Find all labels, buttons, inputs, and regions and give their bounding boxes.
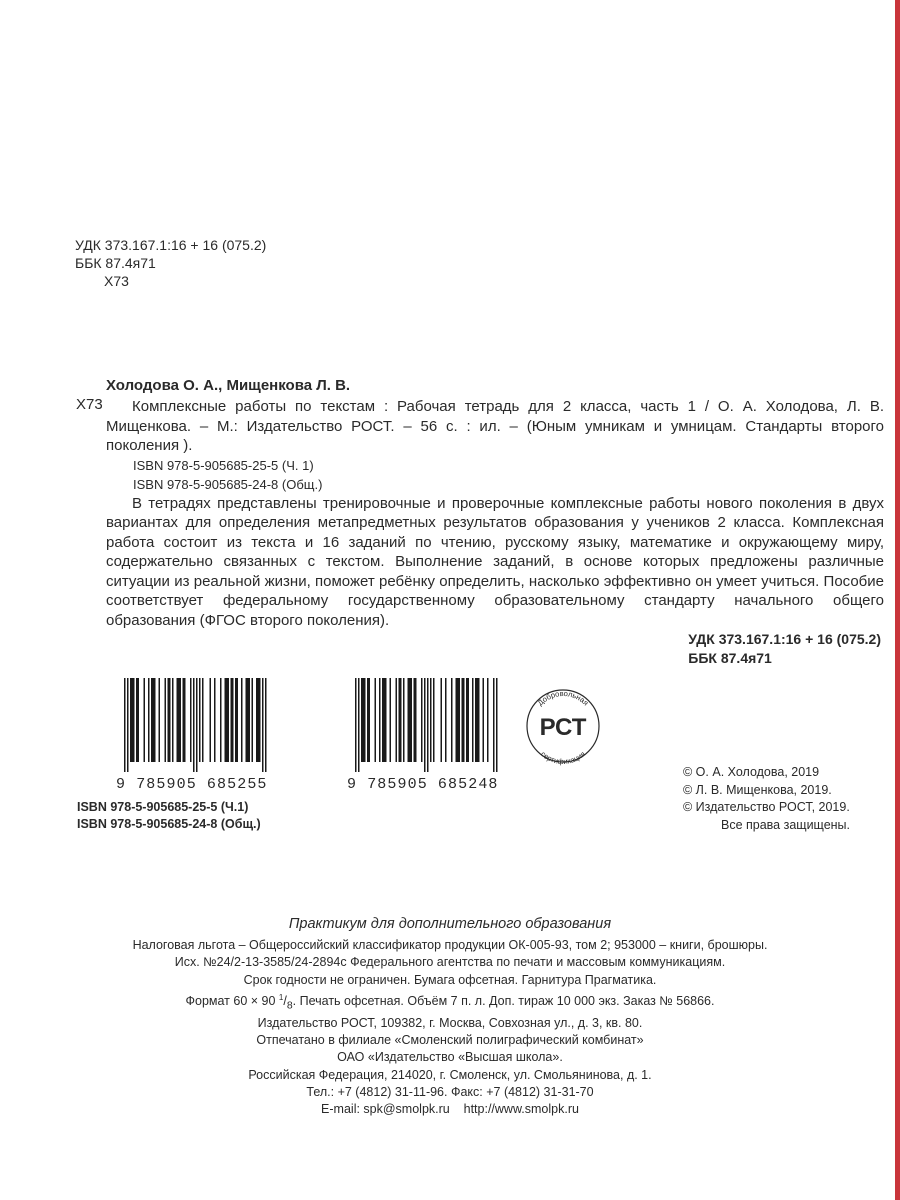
- svg-text:Добровольная: [536, 689, 591, 708]
- imprint-printer-parent: ОАО «Издательство «Высшая школа».: [337, 1050, 563, 1065]
- barcode-bar: [214, 678, 216, 762]
- rights-reserved: Все права защищены.: [721, 817, 851, 832]
- barcode-bar: [427, 678, 429, 772]
- barcode-bar: [367, 678, 369, 762]
- barcode-bar: [355, 678, 357, 772]
- barcode-bar: [457, 678, 459, 762]
- barcode-bar: [411, 678, 413, 762]
- imprint-block: [0, 913, 900, 1119]
- barcode-bar: [151, 678, 153, 762]
- barcode-bar: [177, 678, 179, 762]
- svg-text:сертификация: [539, 749, 587, 766]
- series-title: Практикум для дополнительного образования: [288, 916, 612, 932]
- barcode-bar: [154, 678, 156, 762]
- barcode-bar: [252, 678, 254, 762]
- barcode-bar: [178, 678, 180, 762]
- isbn-bold-total: ISBN 978-5-905685-24-8 (Общ.): [77, 817, 261, 831]
- barcode-bar: [468, 678, 470, 762]
- barcode-bar: [462, 678, 464, 762]
- barcode-bar: [475, 678, 477, 762]
- barcode-bar: [487, 678, 489, 762]
- barcode-bar: [430, 678, 432, 762]
- cert-text-bottom: сертификация: [539, 749, 587, 766]
- barcode-bar: [232, 678, 234, 762]
- imprint-printer: Отпечатано в филиале «Смоленский полиграфический комбинат»: [256, 1033, 644, 1048]
- barcode-total: [347, 678, 500, 793]
- barcode-bar: [247, 678, 249, 762]
- barcode-bar: [399, 678, 401, 762]
- barcode-bar: [363, 678, 365, 762]
- classification-bottom: [688, 630, 881, 668]
- barcode-bar: [259, 678, 261, 762]
- barcode-bar: [445, 678, 447, 762]
- barcode-bar: [459, 678, 461, 762]
- barcode-bar: [196, 678, 198, 772]
- barcode-bar: [183, 678, 185, 762]
- bbk-code-bottom: ББК 87.4я71: [688, 650, 772, 666]
- bbk-code: ББК 87.4я71: [75, 255, 156, 271]
- title-paragraph: Комплексные работы по текстам : Рабочая тетрадь для 2 класса, часть 1 / О. А. Холодова, Л. В. Мищенкова. – М.: Издательство РОСТ. – 56 с. : ил. – (Юным умникам и умницам. Стандарты второго поколения ).: [106, 398, 884, 454]
- barcode-bar: [456, 678, 458, 762]
- barcode-bar: [451, 678, 453, 762]
- imprint-tax: Налоговая льгота – Общероссийский классификатор продукции ОК-005-93, том 2; 953000 – книги, брошюры.: [132, 938, 768, 952]
- barcode-bar: [369, 678, 371, 762]
- barcode-bar: [424, 678, 426, 772]
- barcode-bar: [184, 678, 186, 762]
- barcode-bar: [249, 678, 251, 762]
- barcode-bar: [466, 678, 468, 762]
- format-prefix: Формат 60 × 90: [185, 994, 276, 1009]
- barcode-bar: [225, 678, 227, 762]
- certification-mark: [523, 686, 603, 771]
- author-mark-record: Х73: [76, 396, 103, 413]
- barcode-bar: [202, 678, 204, 762]
- barcode-bar: [375, 678, 377, 762]
- barcode-bar: [210, 678, 212, 762]
- barcode-bar: [478, 678, 480, 762]
- barcode-bar: [408, 678, 410, 762]
- barcode-bar: [153, 678, 155, 762]
- imprint-contacts: E-mail: spk@smolpk.ru http://www.smolpk.ru: [321, 1102, 579, 1117]
- barcode-bar: [241, 678, 243, 762]
- barcode-bar: [415, 678, 417, 762]
- barcode-bar: [379, 678, 381, 762]
- barcode-bar: [231, 678, 233, 762]
- barcode-bar: [258, 678, 260, 762]
- imprint-printer-address: Российская Федерация, 214020, г. Смоленск, ул. Смольянинова, д. 1.: [248, 1067, 652, 1082]
- barcode-bar: [180, 678, 182, 762]
- barcode-bar: [237, 678, 239, 762]
- imprint-format: Формат 60 × 90 $^1/_8$. Печать офсетная. Объём 7 п. л. Доп. тираж 10 000 экз. Заказ № 56866.: [185, 992, 715, 1012]
- barcode-bar: [193, 678, 195, 772]
- barcode-bar: [148, 678, 150, 762]
- barcode-bar: [472, 678, 474, 762]
- isbn-bold-block: [77, 799, 261, 833]
- barcode-bar: [496, 678, 498, 772]
- barcode-bar: [220, 678, 222, 762]
- barcode-bar: [441, 678, 443, 762]
- barcode-bar: [265, 678, 267, 772]
- format-rest: . Печать офсетная. Объём 7 п. л. Доп. тираж 10 000 экз. Заказ № 56866.: [292, 994, 715, 1009]
- barcode-bar: [228, 678, 230, 762]
- barcode-bar: [133, 678, 135, 762]
- barcode-bar: [246, 678, 248, 762]
- rst-logo-icon: [523, 686, 603, 766]
- cert-mark-text: РСТ: [539, 714, 587, 741]
- barcode-bar: [385, 678, 387, 762]
- imprint-publisher: Издательство РОСТ, 109382, г. Москва, Совхозная ул., д. 3, кв. 80.: [257, 1015, 643, 1030]
- barcode-bar: [168, 678, 170, 762]
- barcode-bar: [400, 678, 402, 762]
- classification-block: [75, 236, 266, 290]
- udk-code: УДК 373.167.1:16 + 16 (075.2): [75, 237, 267, 253]
- format-denominator: 8: [286, 1000, 293, 1012]
- barcode-bar: [384, 678, 386, 762]
- barcode-bar: [390, 678, 392, 762]
- barcode-bar: [144, 678, 146, 762]
- isbn-part: ISBN 978-5-905685-25-5 (Ч. 1): [133, 457, 314, 473]
- barcode-bar: [138, 678, 140, 762]
- imprint-phone: Тел.: +7 (4812) 31-11-96. Факс: +7 (4812) 31-31-70: [306, 1085, 594, 1100]
- barcode-bar: [235, 678, 237, 762]
- author-mark: Х73: [104, 273, 129, 289]
- copyright-author-1: © О. А. Холодова, 2019: [683, 765, 820, 779]
- isbn-total: ISBN 978-5-905685-24-8 (Общ.): [133, 476, 323, 492]
- format-numerator: 1: [278, 992, 284, 1002]
- barcode-bar: [127, 678, 129, 772]
- barcode-bar: [403, 678, 405, 762]
- barcode-bar: [172, 678, 174, 762]
- barcode-bar: [358, 678, 360, 772]
- barcode-bar: [493, 678, 495, 772]
- imprint-paper: Срок годности не ограничен. Бумага офсетная. Гарнитура Прагматика.: [243, 972, 657, 987]
- barcode-bar: [132, 678, 134, 762]
- barcode-bar: [414, 678, 416, 762]
- authors-heading: Холодова О. А., Мищенкова Л. В.: [106, 377, 351, 394]
- barcode-bar: [433, 678, 435, 762]
- cert-text-top: Добровольная: [535, 688, 591, 708]
- barcode-bar: [262, 678, 264, 772]
- barcode-bar: [159, 678, 161, 762]
- udk-code-bottom: УДК 373.167.1:16 + 16 (075.2): [688, 631, 881, 647]
- barcode-bar: [136, 678, 138, 762]
- copyright-publisher: © Издательство РОСТ, 2019.: [683, 800, 850, 814]
- barcode-bars: [124, 678, 269, 774]
- annotation-paragraph: В тетрадях представлены тренировочные и проверочные комплексные работы нового поколения в двух вариантах для определения метапредметных результатов образования у учеников 2 класса. Комплексная работа состоит из текста и 16 заданий по чтению, русскому языку, математике и окружающему миру, содержательно связанных с текстом. Выполнение заданий, в основе которых предложены различные ситуации из реальной жизни, поможет ребёнку определить, насколько эффективно он умеет учиться. Пособие соответствует федеральному государственному образовательному стандарту начального общего образования (ФГОС второго поколения).: [106, 494, 884, 629]
- barcode-bar: [483, 678, 485, 762]
- copyright-author-2: © Л. В. Мищенкова, 2019.: [683, 782, 832, 797]
- barcode-bar: [361, 678, 363, 762]
- barcode-bar: [190, 678, 192, 762]
- barcode-part: [116, 678, 269, 793]
- imprint-agency: Исх. №24/2-13-3585/24-2894с Федерального агентства по печати и массовым коммуникациям.: [174, 955, 726, 970]
- barcode-bar: [256, 678, 258, 762]
- barcode-bar: [396, 678, 398, 762]
- barcode-bar: [382, 678, 384, 762]
- barcode-bar: [130, 678, 132, 762]
- barcode-bar: [165, 678, 167, 762]
- barcode-bar: [169, 678, 171, 762]
- barcode-bar: [421, 678, 423, 762]
- barcode-bar: [124, 678, 126, 772]
- barcode-bar: [199, 678, 201, 762]
- copyright-block: [683, 764, 850, 834]
- barcode-bar: [364, 678, 366, 762]
- barcode-bar: [409, 678, 411, 762]
- barcode-digits: 9 785905 685255: [116, 776, 268, 793]
- isbn-bold-part: ISBN 978-5-905685-25-5 (Ч.1): [77, 800, 249, 814]
- barcode-bar: [463, 678, 465, 762]
- barcode-bar: [226, 678, 228, 762]
- barcode-bar: [477, 678, 479, 762]
- bibliographic-record: [106, 397, 884, 630]
- barcode-digits: 9 785905 685248: [347, 776, 499, 793]
- barcode-bars: [355, 678, 500, 774]
